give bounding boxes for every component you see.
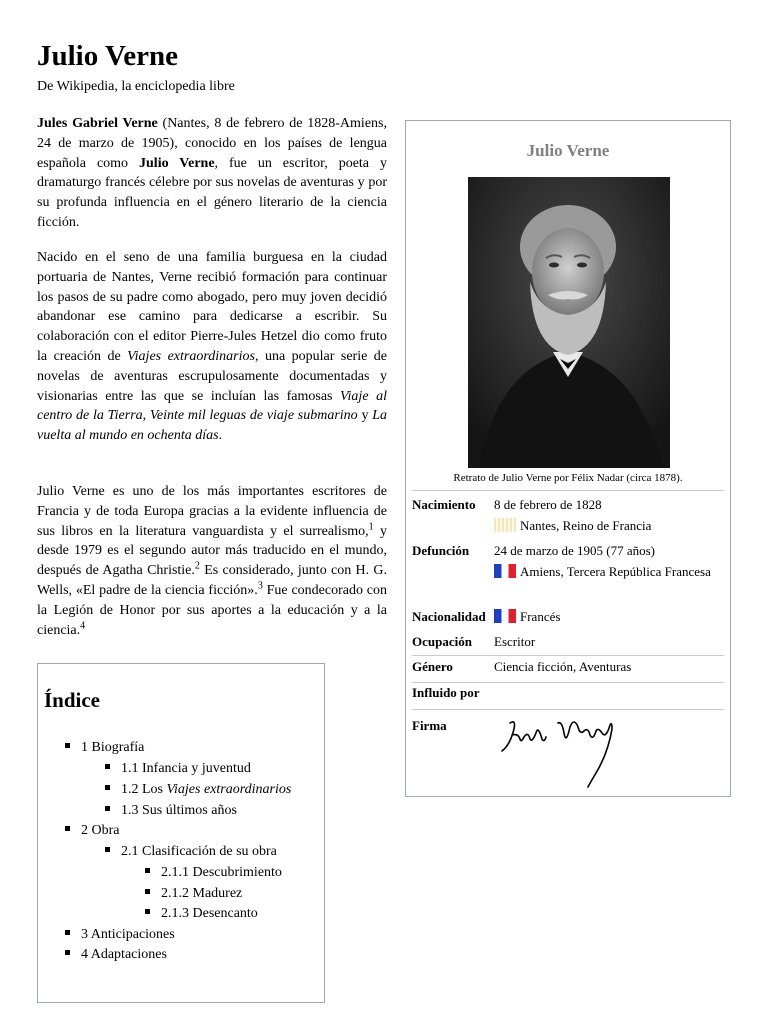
- toc-item-descubrimiento[interactable]: [145, 863, 282, 883]
- intro-paragraph-3: [37, 482, 387, 640]
- toc-number: 1: [81, 740, 88, 755]
- toc-number: 2.1.3: [161, 906, 189, 921]
- toc-label: Biografía: [91, 740, 145, 755]
- toc-label: Infancia y juventud: [142, 761, 251, 776]
- label-ocupacion: Ocupación: [412, 634, 472, 649]
- toc-number: 1.3: [121, 803, 139, 818]
- text-run: Julio Verne es uno de los más importantes escritores de Francia y de toda Europa gracias a la evidente influencia de sus libros en la literatura vanguardista y el surrealismo,: [37, 484, 387, 539]
- toc-label: Anticipaciones: [90, 927, 175, 942]
- nationality-link[interactable]: Francés: [520, 609, 561, 624]
- toc-number: 2.1: [121, 844, 139, 859]
- value-ocupacion[interactable]: Escritor: [494, 634, 536, 649]
- label-influido-por[interactable]: Influido por: [412, 685, 480, 700]
- portrait-drawing: [468, 177, 670, 468]
- text-run: (Nantes, 8 de febrero de 1828-Amiens, 24 de marzo de 1905), conocido en los países de lengua española como: [37, 116, 387, 171]
- toc-item-desencanto[interactable]: [145, 904, 258, 924]
- toc-item-adaptaciones[interactable]: [65, 945, 167, 965]
- toc-item-clasificacion[interactable]: [105, 842, 277, 862]
- divider: [412, 709, 724, 710]
- label-defuncion: Defunción: [412, 543, 470, 558]
- toc-title: Índice: [44, 688, 101, 712]
- reference-2[interactable]: 2: [194, 560, 200, 572]
- intro-paragraph-2: [37, 248, 387, 446]
- death-place-link[interactable]: Amiens, Tercera República Francesa: [520, 563, 711, 579]
- infobox: [405, 120, 731, 797]
- toc-number: 4: [81, 947, 88, 962]
- toc-label: Desencanto: [192, 906, 258, 921]
- link-viajes-extraordinarios[interactable]: Viajes extraordinarios: [127, 348, 255, 364]
- reference-3[interactable]: 3: [257, 580, 263, 592]
- portrait-image[interactable]: [468, 177, 670, 468]
- birth-date[interactable]: 8 de febrero de 1828: [494, 497, 602, 512]
- toc-item-anticipaciones[interactable]: [65, 925, 175, 945]
- text-run: Fue condecorado con la Legión de Honor por sus aportes a la educación y a la ciencia.: [37, 582, 388, 638]
- toc-label: Madurez: [192, 886, 243, 901]
- link-vuelta-al-mundo[interactable]: La vuelta al mundo en ochenta días: [37, 408, 388, 444]
- bold-name: Jules Gabriel Verne: [37, 116, 158, 131]
- reference-1[interactable]: 1: [368, 520, 374, 532]
- bullet-icon: [65, 950, 70, 955]
- text-run: y desde 1979 es el segundo autor más traducido en el mundo, después de Agatha Christie.: [37, 523, 387, 579]
- flag-icon: [494, 518, 516, 532]
- label-firma: Firma: [412, 718, 447, 733]
- value-nacimiento: [494, 495, 651, 536]
- toc-item-viajes[interactable]: [105, 780, 291, 800]
- toc-label: Sus últimos años: [142, 803, 237, 818]
- text-run: Nacido en el seno de una familia burguesa en la ciudad portuaria de Nantes, Verne recibió formación para continuar los pasos de su padre como abogado, pero muy joven decidió abandonar ese camino para dedicarse a escribir. Su colaboración con el editor Pierre-Jules Hetzel dio como fruto la creación de: [37, 250, 387, 364]
- toc-label-italic: Viajes extraordinarios: [166, 782, 292, 797]
- toc-number: 1.1: [121, 761, 139, 776]
- toc-item-infancia[interactable]: [105, 759, 251, 779]
- toc-item-biografia[interactable]: [65, 738, 144, 758]
- bullet-icon: [65, 826, 70, 831]
- infobox-title: Julio Verne: [526, 141, 610, 160]
- toc-number: 2: [81, 823, 88, 838]
- text-run: ,: [142, 408, 150, 424]
- bullet-icon: [105, 764, 110, 769]
- signature-image[interactable]: [498, 713, 628, 788]
- bullet-icon: [145, 889, 150, 894]
- toc-number: 1.2: [121, 782, 139, 797]
- text-run: .: [218, 428, 223, 444]
- death-place: [494, 562, 724, 583]
- toc-label: Descubrimiento: [192, 865, 282, 880]
- intro-paragraph-1: [37, 114, 387, 233]
- france-flag-icon: [494, 564, 516, 578]
- birth-place: [494, 516, 651, 537]
- value-genero[interactable]: Ciencia ficción, Aventuras: [494, 659, 632, 674]
- toc-label: Clasificación de su obra: [142, 844, 277, 859]
- toc-label: Los: [142, 782, 167, 797]
- toc-label: Obra: [91, 823, 120, 838]
- label-nacimiento: Nacimiento: [412, 497, 476, 512]
- bullet-icon: [105, 847, 110, 852]
- bold-alt-name: Julio Verne: [139, 155, 215, 171]
- bullet-icon: [105, 785, 110, 790]
- bullet-icon: [145, 909, 150, 914]
- birth-place-link[interactable]: Nantes, Reino de Francia: [520, 517, 652, 533]
- bullet-icon: [65, 930, 70, 935]
- link-viaje-centro-tierra[interactable]: Viaje al centro de la Tierra: [37, 388, 387, 424]
- divider: [412, 490, 724, 491]
- signature-icon: [498, 713, 628, 788]
- toc-label: Adaptaciones: [90, 947, 167, 962]
- value-defuncion: [494, 541, 724, 582]
- bullet-icon: [65, 743, 70, 748]
- text-run: y: [357, 408, 373, 424]
- toc-number: 2.1.1: [161, 865, 189, 880]
- toc-item-obra[interactable]: [65, 821, 120, 841]
- text-run: Es considerado, junto con H. G. Wells, «El padre de la ciencia ficción».: [37, 563, 388, 598]
- portrait-caption: Retrato de Julio Verne por Félix Nadar (circa 1878).: [453, 472, 683, 484]
- value-nacionalidad: [494, 607, 560, 628]
- france-flag-icon: [494, 609, 516, 623]
- label-genero: Género: [412, 659, 453, 674]
- bullet-icon: [105, 806, 110, 811]
- reference-4[interactable]: 4: [80, 619, 86, 631]
- divider: [412, 655, 724, 656]
- death-date[interactable]: 24 de marzo de 1905 (77 años): [494, 543, 656, 558]
- text-run: , una popular serie de novelas de aventuras escrupulosamente documentadas y visionarias entre las que se incluían las famosas: [37, 348, 387, 404]
- link-veinte-mil-leguas[interactable]: Veinte mil leguas de viaje submarino: [149, 408, 358, 424]
- toc-number: 2.1.2: [161, 886, 189, 901]
- toc-number: 3: [81, 927, 88, 942]
- bullet-icon: [145, 868, 150, 873]
- page-subtitle: De Wikipedia, la enciclopedia libre: [37, 79, 235, 94]
- text-run: , fue un escritor, poeta y dramaturgo francés célebre por sus novelas de aventuras y por su profunda influencia en el género literario de la ciencia ficción.: [37, 155, 387, 230]
- page-title: Julio Verne: [37, 40, 178, 72]
- label-nacionalidad: Nacionalidad: [412, 609, 486, 624]
- toc-item-madurez[interactable]: [145, 884, 242, 904]
- toc-item-ultimos-anos[interactable]: [105, 801, 237, 821]
